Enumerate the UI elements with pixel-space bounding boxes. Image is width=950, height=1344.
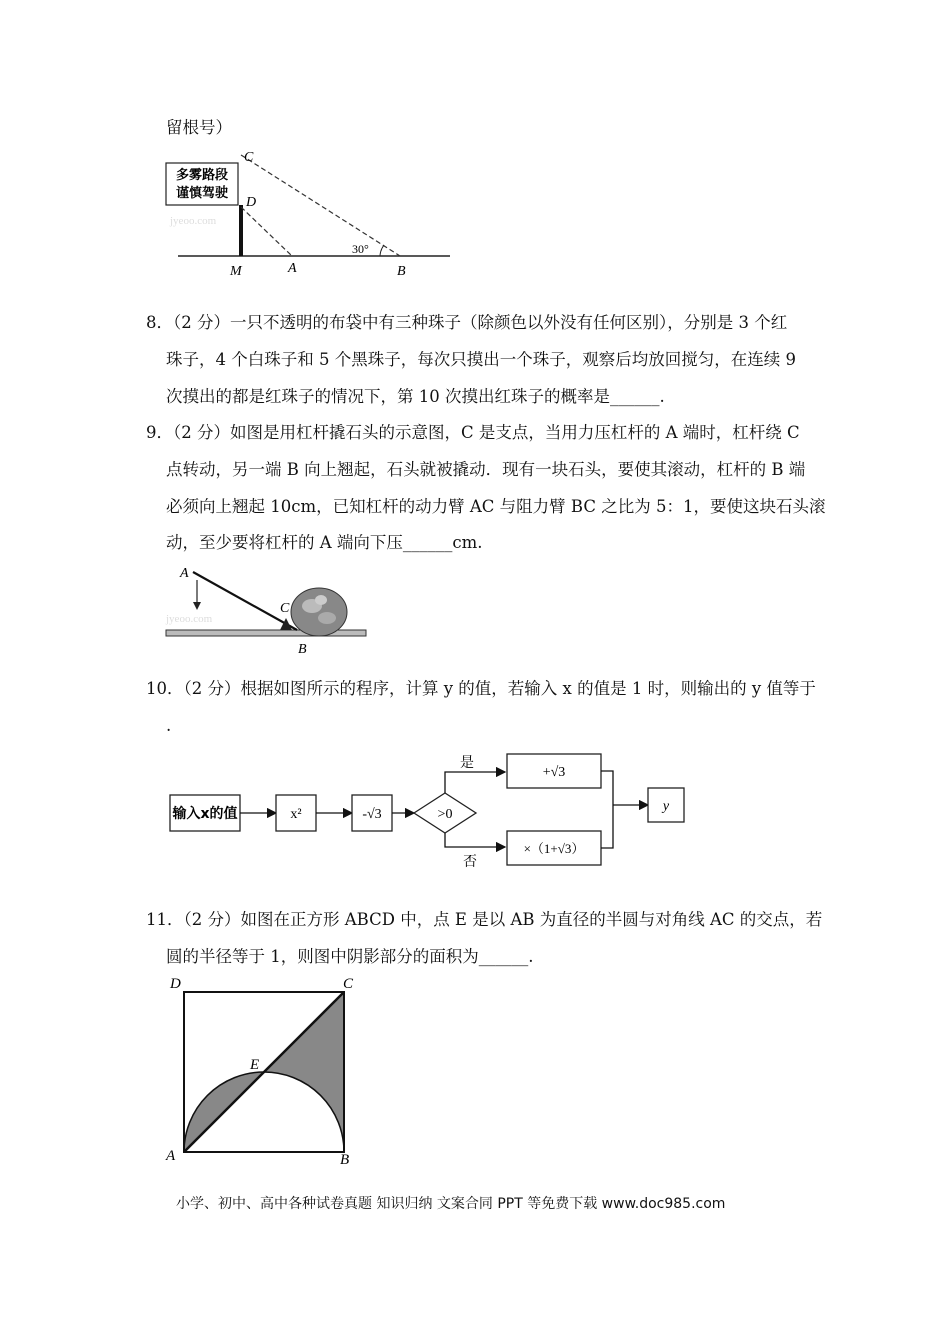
q10-box-input: 输入x的值	[172, 806, 238, 822]
q9-figure	[160, 560, 375, 660]
q10-line2: .	[166, 716, 172, 735]
page-footer: 小学、初中、高中各种试卷真题 知识归纳 文案合同 PPT 等免费下载 www.doc985.com	[176, 1196, 726, 1212]
q9-label-a: A	[180, 566, 189, 581]
q9-num: 9．	[146, 423, 173, 442]
q8-num: 8．	[146, 313, 173, 332]
q10-num: 10．	[146, 679, 184, 698]
q9-label-c: C	[280, 601, 290, 616]
q11-line1	[146, 910, 822, 930]
q10-box-plus: +√3	[542, 765, 566, 780]
q11-num: 11．	[146, 910, 184, 929]
q8-score: （2 分）	[173, 313, 230, 332]
q8-text-1: 一只不透明的布袋中有三种珠子（除颜色以外没有任何区别），分别是 3 个红	[230, 313, 788, 332]
q9-score: （2 分）	[173, 423, 230, 442]
q8-line3: 次摸出的都是红珠子的情况下，第 10 次摸出红珠子的概率是______.	[166, 387, 665, 406]
q10-box-cond: >0	[437, 807, 453, 822]
q7-label-c: C	[244, 150, 254, 165]
q9-line4: 动，至少要将杠杆的 A 端向下压______cm.	[166, 533, 483, 552]
q10-text-1: 根据如图所示的程序，计算 y 的值，若输入 x 的值是 1 时，则输出的 y 值等于	[240, 679, 816, 698]
q7-sign-line1: 多雾路段	[175, 168, 229, 183]
q9-line3: 必须向上翘起 10cm，已知杠杆的动力臂 AC 与阻力臂 BC 之比为 5：1，要使这块石头滚	[166, 497, 826, 516]
q11-label-e: E	[250, 1057, 260, 1073]
q7-label-d: D	[246, 195, 257, 210]
q9-line2: 点转动，另一端 B 向上翘起，石头就被撬动．现有一块石头，要使其滚动，杠杆的 B 端	[166, 460, 806, 479]
q9-watermark: jyeoo.com	[166, 613, 213, 625]
q11-label-c: C	[343, 976, 354, 992]
q7-label-a: A	[288, 261, 297, 276]
q11-label-b: B	[340, 1152, 350, 1168]
q11-label-a: A	[166, 1148, 176, 1164]
q10-box-y: y	[662, 799, 670, 814]
q9-line1	[146, 423, 800, 443]
q10-yes: 是	[460, 755, 474, 771]
q10-flowchart	[160, 745, 700, 875]
q11-figure	[160, 972, 360, 1172]
q7-sign-line2: 谨慎驾驶	[175, 186, 229, 201]
q9-text-1: 如图是用杠杆撬石头的示意图，C 是支点，当用力压杠杆的 A 端时，杠杆绕 C	[230, 423, 800, 442]
q11-text-1: 如图在正方形 ABCD 中，点 E 是以 AB 为直径的半圆与对角线 AC 的交点，若	[240, 910, 823, 929]
q7-label-b: B	[397, 264, 406, 279]
q10-box-square: x²	[290, 807, 302, 822]
q11-score: （2 分）	[183, 910, 241, 929]
q11-label-d: D	[170, 976, 181, 992]
q7-label-m: M	[230, 264, 242, 279]
q8-line1	[146, 313, 787, 333]
q7-text-tail: 留根号）	[166, 118, 232, 137]
q10-no: 否	[463, 854, 477, 870]
q10-line1	[146, 679, 816, 699]
q8-line2: 珠子，4 个白珠子和 5 个黑珠子，每次只摸出一个珠子，观察后均放回搅匀，在连续 9	[166, 350, 796, 369]
q10-score: （2 分）	[183, 679, 241, 698]
q10-box-minus: -√3	[362, 807, 382, 822]
q9-label-b: B	[298, 642, 307, 657]
q7-angle: 30°	[352, 242, 369, 256]
q10-box-times: ×（1+√3）	[523, 841, 585, 856]
q7-figure	[160, 145, 460, 280]
q11-line2: 圆的半径等于 1，则图中阴影部分的面积为______.	[166, 947, 534, 966]
q7-watermark: jyeoo.com	[170, 215, 217, 227]
